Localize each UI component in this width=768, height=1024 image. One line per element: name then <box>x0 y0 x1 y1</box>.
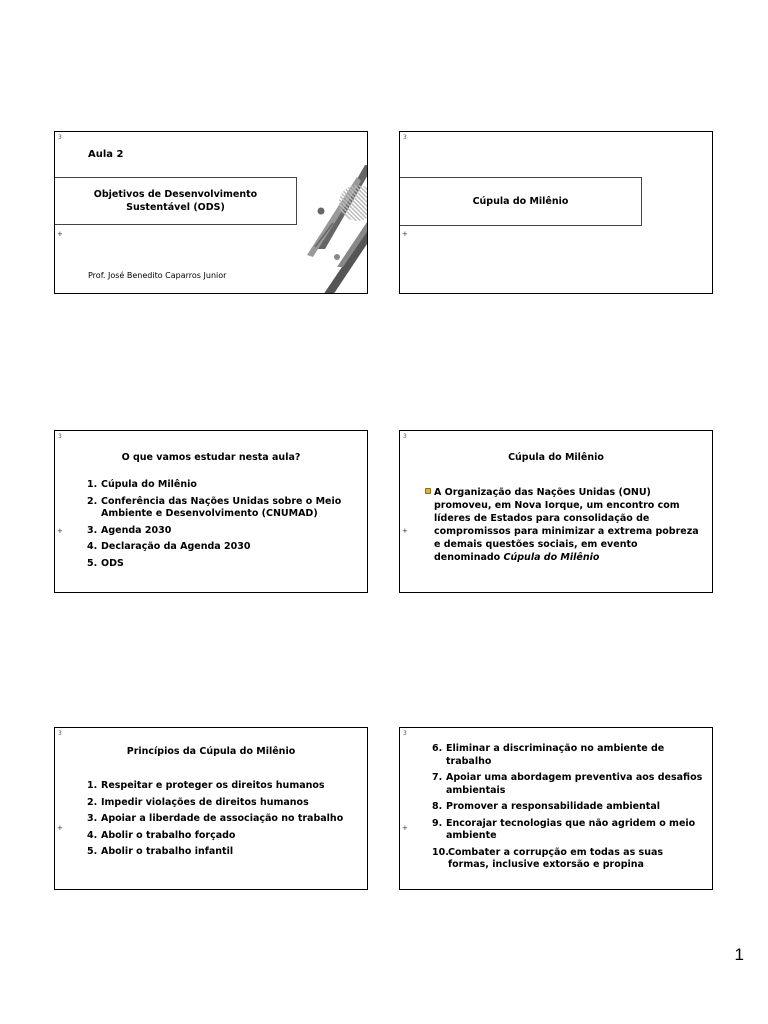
item-number: 1. <box>87 780 98 791</box>
item-text: Respeitar e proteger os direitos humanos <box>101 780 325 791</box>
side-mark: + <box>57 527 63 535</box>
decorative-stripes-graphic <box>287 157 368 294</box>
slide-2 <box>399 131 713 294</box>
slide-title: Cúpula do Milênio <box>508 452 604 463</box>
item-text: Apoiar a liberdade de associação no trabalho <box>101 813 344 824</box>
item-text: Combater a corrupção em todas as suas formas, inclusive extorsão e propina <box>448 846 664 870</box>
item-text: Promover a responsabilidade ambiental <box>446 801 660 812</box>
item-number: 5. <box>87 846 98 857</box>
item-number: 5. <box>87 557 98 569</box>
item-number: 4. <box>87 829 98 841</box>
list-item <box>87 830 362 843</box>
slide-5 <box>54 727 368 890</box>
item-number: 7. <box>432 772 443 783</box>
list-item <box>432 818 707 843</box>
slide-4 <box>399 430 713 593</box>
item-text: ODS <box>101 557 124 569</box>
side-mark: + <box>57 824 63 832</box>
slide-corner-number: 3 <box>58 730 62 737</box>
slide-title: O que vamos estudar nesta aula? <box>121 452 301 463</box>
side-mark: + <box>402 527 408 535</box>
principles-list-continued <box>432 743 707 876</box>
item-text: Impedir violações de direitos humanos <box>101 796 309 808</box>
item-number: 2. <box>87 796 98 808</box>
item-text: Cúpula do Milênio <box>101 479 197 490</box>
list-item <box>87 496 357 521</box>
list-item <box>87 525 357 538</box>
bullet-icon <box>425 488 431 494</box>
item-text: Apoiar uma abordagem preventiva aos desafios ambientais <box>446 772 703 796</box>
lesson-label: Aula 2 <box>88 149 124 160</box>
item-text: Abolir o trabalho forçado <box>101 829 236 841</box>
item-text: Abolir o trabalho infantil <box>101 846 234 857</box>
slide-title: Princípios da Cúpula do Milênio <box>126 746 296 757</box>
side-mark: + <box>402 824 408 832</box>
list-item <box>87 797 362 810</box>
slide-title: Cúpula do Milênio <box>472 196 569 207</box>
item-number: 3. <box>87 524 98 536</box>
item-text: Eliminar a discriminação no ambiente de trabalho <box>446 743 665 767</box>
side-mark: + <box>57 230 63 238</box>
slide-title-box <box>400 177 642 226</box>
item-number: 8. <box>432 801 443 812</box>
author-name: Prof. José Benedito Caparros Junior <box>88 271 227 280</box>
slide-title-line-1: Objetivos de Desenvolvimento <box>93 189 258 200</box>
item-number: 4. <box>87 541 98 552</box>
list-item <box>87 780 362 793</box>
list-item <box>87 541 357 554</box>
slide-title-line-2: Sustentável (ODS) <box>126 202 225 213</box>
item-number: 3. <box>87 813 98 824</box>
slide-corner-number: 3 <box>403 134 407 141</box>
item-number: 1. <box>87 479 98 490</box>
item-text: Agenda 2030 <box>101 524 172 536</box>
side-mark: + <box>402 230 408 238</box>
slide-3 <box>54 430 368 593</box>
item-text: Declaração da Agenda 2030 <box>101 541 251 552</box>
item-text: Encorajar tecnologias que não agridem o meio ambiente <box>446 817 696 841</box>
slide-corner-number: 3 <box>403 433 407 440</box>
item-text: Conferência das Nações Unidas sobre o Meio Ambiente e Desenvolvimento (CNUMAD) <box>101 495 342 519</box>
item-number: 6. <box>432 743 443 754</box>
slide-corner-number: 3 <box>58 433 62 440</box>
item-number: 9. <box>432 817 443 829</box>
list-item <box>87 813 362 826</box>
principles-list <box>87 780 362 863</box>
page-number: 1 <box>734 945 744 964</box>
list-item <box>432 743 707 768</box>
paragraph-italic: Cúpula do Milênio <box>503 552 600 563</box>
paragraph-text: A Organização das Nações Unidas (ONU) promoveu, em Nova Iorque, um encontro com líderes de Estados para consolidação de compromissos para minimizar a extrema pobreza e demais questões sociais, em evento denominado <box>434 487 699 563</box>
topics-list <box>87 479 357 574</box>
list-item <box>432 772 707 797</box>
list-item <box>87 479 357 492</box>
list-item <box>87 558 357 571</box>
list-item <box>432 801 707 814</box>
item-number: 2. <box>87 495 98 507</box>
list-item <box>87 846 362 859</box>
slide-6 <box>399 727 713 890</box>
slide-title-box <box>55 177 297 225</box>
list-item <box>432 847 707 872</box>
bullet-paragraph <box>434 486 704 564</box>
slide-1 <box>54 131 368 294</box>
slide-corner-number: 3 <box>58 134 62 141</box>
item-number: 10. <box>432 846 449 858</box>
slide-corner-number: 3 <box>403 730 407 737</box>
